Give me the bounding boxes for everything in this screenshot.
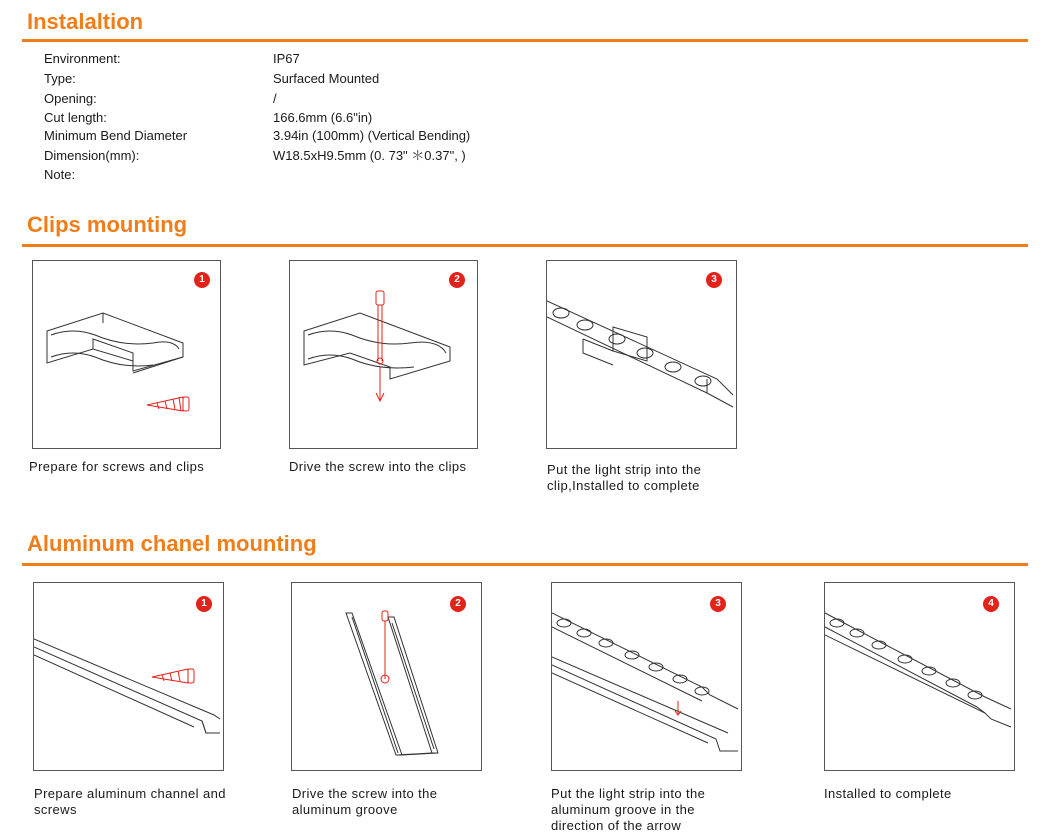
spec-label-bend-diameter: Minimum Bend Diameter (44, 128, 188, 143)
channel-and-screw-drawing (34, 583, 223, 770)
spec-label-note: Note: (44, 167, 76, 182)
aluminum-step-4-caption: Installed to complete (824, 786, 952, 801)
clip-step-3-caption: Put the light strip into the clip,Installed to complete (547, 462, 702, 493)
screw-icon (376, 291, 384, 401)
step-number-badge: 2 (449, 272, 465, 288)
step-number-badge: 2 (450, 596, 466, 612)
strip-into-channel-drawing (552, 583, 741, 770)
step-number-badge: 3 (710, 596, 726, 612)
screw-into-channel-drawing (292, 583, 481, 770)
aluminum-step-3-illustration (551, 582, 742, 771)
installed-strip-drawing (825, 583, 1014, 770)
step-number-badge: 3 (706, 272, 722, 288)
spec-value-opening: / (273, 91, 277, 106)
clip-step-3-illustration (546, 260, 737, 449)
spec-label-dimension: Dimension(mm): (44, 148, 140, 163)
installation-title: Instalaltion (27, 9, 144, 34)
spec-label-cut-length: Cut length: (44, 110, 107, 125)
screw-into-clip-drawing (290, 261, 477, 448)
spec-label-environment: Environment: (44, 51, 121, 66)
down-arrow-icon (675, 701, 681, 715)
spec-label-opening: Opening: (44, 91, 97, 106)
spec-value-cut-length: 166.6mm (6.6"in) (273, 110, 373, 125)
clip-step-1-caption: Prepare for screws and clips (29, 459, 205, 474)
spec-value-type: Surfaced Mounted (273, 71, 380, 86)
spec-value-environment: IP67 (273, 51, 300, 66)
spec-label-type: Type: (44, 71, 76, 86)
step-number-badge: 1 (194, 272, 210, 288)
clip-step-1-illustration (32, 260, 221, 449)
aluminum-step-3-caption: Put the light strip into the aluminum groove in the direction of the arrow (551, 786, 706, 833)
aluminum-step-2-caption: Drive the screw into the aluminum groove (292, 786, 438, 817)
installation-divider (22, 39, 1028, 42)
strip-in-clip-drawing (547, 261, 736, 448)
clips-divider (22, 244, 1028, 247)
screw-icon (147, 397, 189, 411)
aluminum-step-4-illustration (824, 582, 1015, 771)
step-number-badge: 1 (196, 596, 212, 612)
aluminum-divider (22, 563, 1028, 566)
clip-step-2-caption: Drive the screw into the clips (289, 459, 467, 474)
clips-mounting-title: Clips mounting (27, 212, 188, 237)
clip-step-2-illustration (289, 260, 478, 449)
spec-value-bend-diameter: 3.94in (100mm) (Vertical Bending) (273, 128, 471, 143)
clip-and-screw-drawing (33, 261, 220, 448)
spec-value-dimension: W18.5xH9.5mm (0. 73" ＊0.37", ) (273, 148, 466, 163)
screw-icon (381, 611, 389, 683)
aluminum-mounting-title: Aluminum chanel mounting (27, 531, 317, 556)
screw-icon (152, 669, 194, 683)
aluminum-step-1-illustration (33, 582, 224, 771)
step-number-badge: 4 (983, 596, 999, 612)
aluminum-step-1-caption: Prepare aluminum channel and screws (34, 786, 226, 817)
aluminum-step-2-illustration (291, 582, 482, 771)
